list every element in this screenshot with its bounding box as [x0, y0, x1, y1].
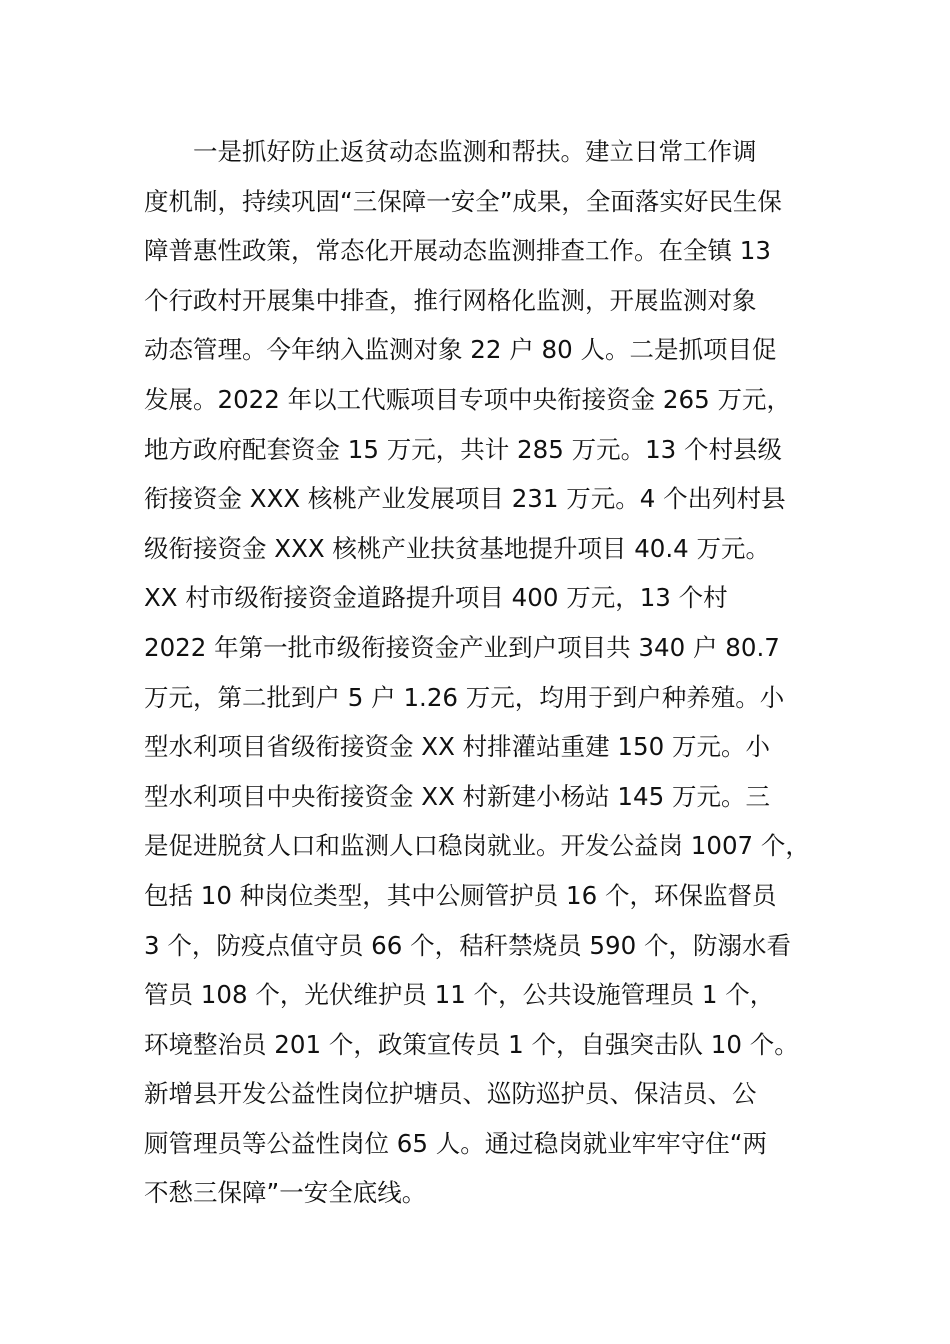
- paragraph-line: 个行政村开展集中排查，推行网格化监测，开展监测对象: [144, 285, 757, 315]
- paragraph-line: XX 村市级衔接资金道路提升项目 400 万元，13 个村: [144, 583, 728, 613]
- paragraph-line: 一是抓好防止返贫动态监测和帮扶。建立日常工作调: [144, 137, 757, 166]
- paragraph-line: 新增县开发公益性岗位护塘员、巡防巡护员、保洁员、公: [144, 1079, 757, 1109]
- paragraph-line: 是促进脱贫人口和监测人口稳岗就业。开发公益岗 1007 个，: [144, 831, 810, 861]
- paragraph-line: 不愁三保障”一安全底线。: [144, 1178, 427, 1208]
- paragraph-line: 型水利项目省级衔接资金 XX 村排灌站重建 150 万元。小: [144, 732, 770, 762]
- paragraph-line: 型水利项目中央衔接资金 XX 村新建小杨站 145 万元。三: [144, 781, 770, 811]
- paragraph-line: 包括 10 种岗位类型，其中公厕管护员 16 个，环保监督员: [144, 880, 777, 910]
- paragraph-line: 3 个，防疫点值守员 66 个，秸秆禁烧员 590 个，防溺水看: [144, 930, 791, 960]
- paragraph-line: 环境整治员 201 个，政策宣传员 1 个，自强突击队 10 个。: [144, 1029, 799, 1059]
- paragraph-line: 2022 年第一批市级衔接资金产业到户项目共 340 户 80.7: [144, 632, 780, 662]
- paragraph-line: 管员 108 个，光伏维护员 11 个，公共设施管理员 1 个，: [144, 980, 775, 1010]
- paragraph-line: 地方政府配套资金 15 万元，共计 285 万元。13 个村县级: [144, 434, 783, 464]
- paragraph-line: 发展。2022 年以工代赈项目专项中央衔接资金 265 万元，: [144, 384, 791, 414]
- paragraph-line: 级衔接资金 XXX 核桃产业扶贫基地提升项目 40.4 万元。: [144, 533, 771, 563]
- paragraph-line: 万元，第二批到户 5 户 1.26 万元，均用于到户种养殖。小: [144, 682, 785, 712]
- paragraph-line: 动态管理。今年纳入监测对象 22 户 80 人。二是抓项目促: [144, 335, 777, 365]
- paragraph-line: 障普惠性政策，常态化开展动态监测排查工作。在全镇 13: [144, 236, 771, 266]
- paragraph-line: 衔接资金 XXX 核桃产业发展项目 231 万元。4 个出列村县: [144, 484, 786, 514]
- paragraph-line: 厕管理员等公益性岗位 65 人。通过稳岗就业牢牢守住“两: [144, 1128, 767, 1158]
- paragraph-line: 度机制，持续巩固“三保障一安全”成果，全面落实好民生保: [144, 186, 782, 216]
- body-paragraph: [144, 127, 834, 1218]
